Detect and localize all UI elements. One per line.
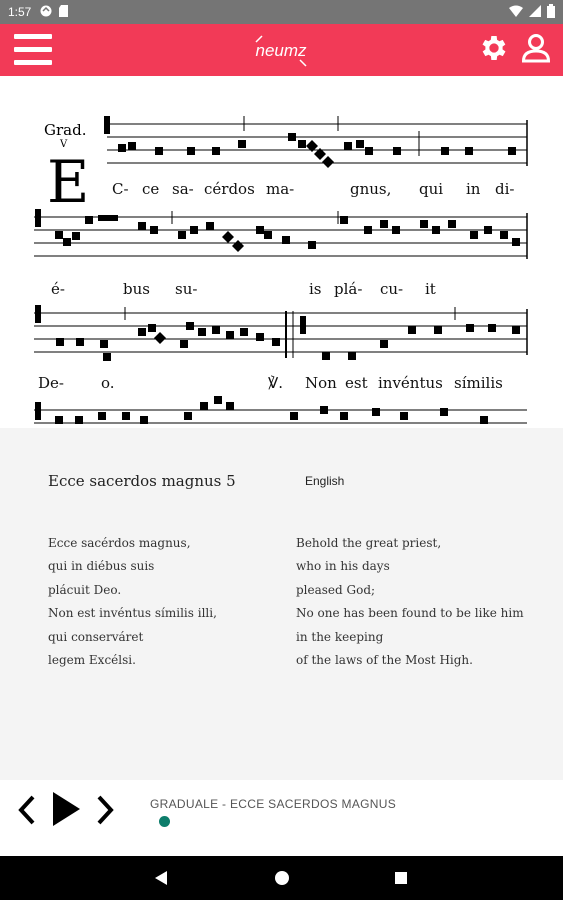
mode-label: V	[60, 139, 68, 150]
svg-text:cu-: cu-	[380, 280, 404, 298]
latin-line: qui conserváret	[48, 629, 144, 644]
svg-text:invéntus: invéntus	[378, 374, 443, 392]
english-line: No one has been found to be like him	[296, 606, 524, 621]
svg-text:℣.: ℣.	[268, 374, 284, 392]
svg-text:o.: o.	[101, 374, 115, 392]
language-selector[interactable]: English	[305, 474, 345, 488]
signal-icon	[529, 5, 541, 17]
score-notation	[0, 76, 563, 428]
english-line: pleased God;	[296, 582, 376, 597]
latin-line: plácuit Deo.	[48, 582, 122, 597]
english-text	[296, 532, 524, 672]
svg-text:gnus,: gnus,	[350, 180, 392, 198]
svg-text:it: it	[425, 280, 436, 298]
player-bar	[0, 780, 563, 856]
svg-text:C-: C-	[112, 180, 129, 198]
hamburger-menu-icon[interactable]	[14, 30, 54, 70]
next-icon[interactable]	[94, 794, 116, 826]
chant-score[interactable]	[0, 76, 563, 428]
notification-sd-icon	[58, 5, 69, 17]
recents-icon[interactable]	[394, 871, 408, 885]
battery-icon	[547, 4, 555, 18]
translation-title: Ecce sacerdos magnus 5	[48, 472, 236, 490]
app-bar	[0, 24, 563, 76]
svg-text:símilis: símilis	[454, 374, 503, 392]
progress-indicator[interactable]	[159, 816, 170, 827]
svg-text:ma-: ma-	[266, 180, 295, 198]
latin-line: Non est invéntus símilis illi,	[48, 606, 217, 621]
svg-text:qui: qui	[419, 180, 444, 198]
play-icon[interactable]	[50, 790, 82, 828]
latin-line: qui in diébus suis	[48, 559, 155, 574]
latin-line: legem Excélsi.	[48, 653, 136, 668]
svg-text:neumz: neumz	[255, 41, 307, 60]
svg-text:in: in	[466, 180, 481, 198]
svg-text:di-: di-	[495, 180, 515, 198]
svg-text:plá-: plá-	[334, 280, 363, 298]
svg-text:ce: ce	[142, 180, 160, 198]
wifi-icon	[509, 5, 523, 17]
svg-text:is: is	[309, 280, 322, 298]
back-icon[interactable]	[154, 870, 168, 886]
english-line: Behold the great priest,	[296, 536, 442, 550]
english-line: in the keeping	[296, 629, 384, 644]
status-time: 1:57	[8, 5, 32, 19]
svg-text:est: est	[345, 374, 368, 392]
latin-text	[48, 532, 217, 672]
latin-line: Ecce sacérdos magnus,	[48, 536, 191, 550]
previous-icon[interactable]	[16, 794, 38, 826]
svg-text:sa-: sa-	[172, 180, 194, 198]
notification-sync-icon	[40, 5, 52, 17]
svg-text:cérdos: cérdos	[204, 180, 255, 198]
track-title: GRADUALE - ECCE SACERDOS MAGNUS	[150, 797, 397, 811]
svg-text:bus: bus	[123, 280, 150, 298]
svg-text:é-: é-	[51, 280, 65, 298]
svg-text:De-: De-	[38, 374, 64, 392]
svg-text:su-: su-	[175, 280, 198, 298]
status-bar	[0, 0, 563, 24]
chant-type-label: Grad.	[44, 121, 87, 139]
system-nav-bar	[0, 856, 563, 900]
svg-text:Non: Non	[305, 374, 337, 392]
user-icon[interactable]	[520, 32, 552, 64]
english-line: of the laws of the Most High.	[296, 653, 473, 668]
english-line: who in his days	[296, 559, 390, 574]
initial-letter: E	[47, 148, 90, 216]
gear-icon[interactable]	[478, 32, 510, 64]
translation-panel	[0, 428, 563, 780]
home-icon[interactable]	[274, 870, 290, 886]
neumz-logo	[252, 32, 310, 68]
